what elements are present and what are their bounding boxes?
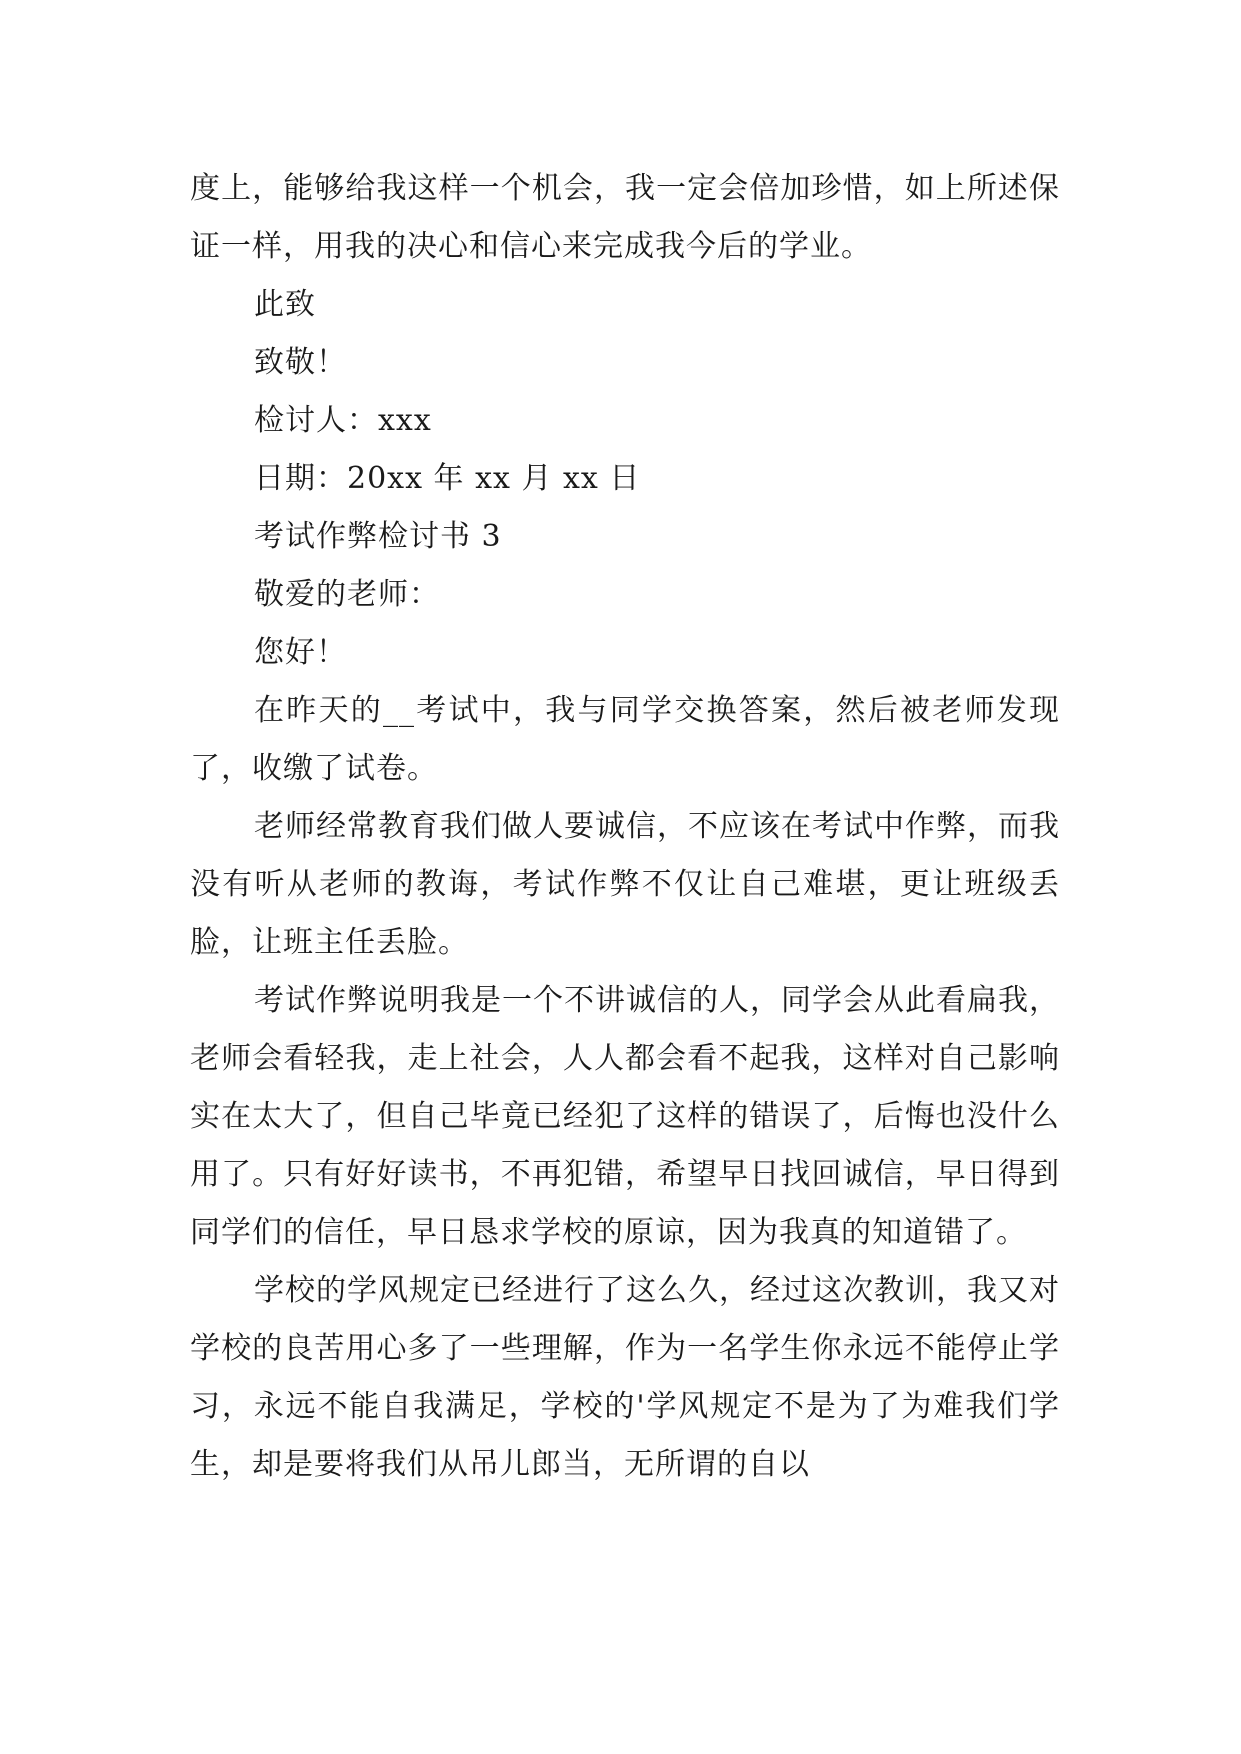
- paragraph-continuation: 度上，能够给我这样一个机会，我一定会倍加珍惜，如上所述保证一样，用我的决心和信心来完成我今后的学业。: [190, 171, 1060, 264]
- body-paragraph-3: 考试作弊说明我是一个不讲诚信的人，同学会从此看扁我，老师会看轻我，走上社会，人人都会看不起我，这样对自己影响实在太大了，但自己毕竟已经犯了这样的错误了，后悔也没什么用了。只有好好读书，不再犯错，希望早日找回诚信，早日得到同学们的信任，早日恳求学校的原谅，因为我真的知道错了。: [190, 983, 1060, 1250]
- body-paragraph-1: 在昨天的__考试中，我与同学交换答案，然后被老师发现了，收缴了试卷。: [190, 693, 1060, 786]
- signer-line: 检讨人：xxx: [254, 403, 432, 438]
- body-paragraph-2: 老师经常教育我们做人要诚信，不应该在考试中作弊，而我没有听从老师的教诲，考试作弊不仅让自己难堪，更让班级丢脸，让班主任丢脸。: [190, 809, 1060, 960]
- closing-regards: 致敬！: [254, 345, 347, 380]
- greeting-hello: 您好！: [254, 635, 347, 670]
- greeting-recipient: 敬爱的老师：: [254, 577, 440, 612]
- section-title: 考试作弊检讨书 3: [254, 519, 502, 554]
- closing-salutation: 此致: [254, 287, 316, 322]
- date-line: 日期：20xx 年 xx 月 xx 日: [254, 461, 641, 496]
- document-body: [190, 160, 1060, 1494]
- body-paragraph-4: 学校的学风规定已经进行了这么久，经过这次教训，我又对学校的良苦用心多了一些理解，作为一名学生你永远不能停止学习，永远不能自我满足，学校的'学风规定不是为了为难我们学生，却是要将我们从吊儿郎当，无所谓的自以: [190, 1273, 1060, 1482]
